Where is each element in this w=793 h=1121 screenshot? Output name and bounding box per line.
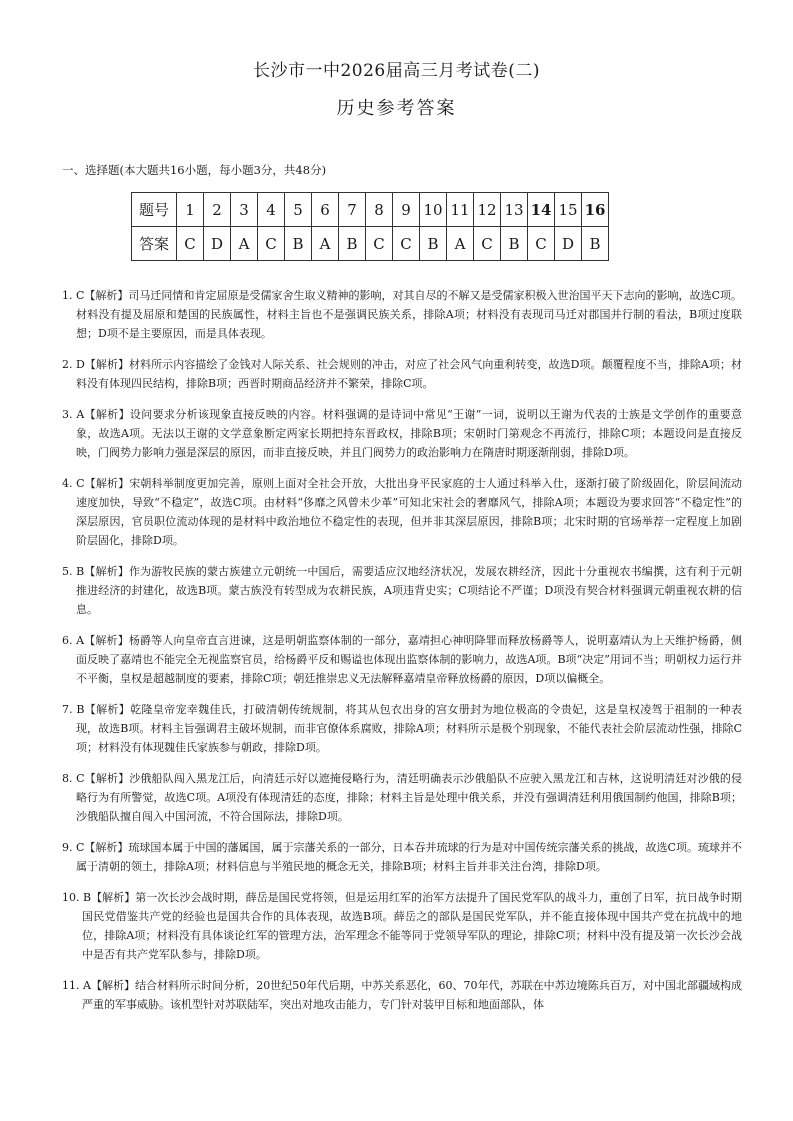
document-subtitle: 历史参考答案 [336, 98, 457, 119]
question-number: 15 [555, 193, 582, 227]
row-label-answers: 答案 [132, 227, 177, 261]
answer-cell: D [555, 227, 582, 261]
explanation-item: 6. A【解析】杨爵等人向皇帝直言进谏，这是明朝监察体制的一部分，嘉靖担心神明降罪而释放杨爵等人，说明嘉靖认为上天维护杨爵，侧面反映了嘉靖也不能完全无视监察官员，给杨爵平反和赐谥也体现出监察体制的影响力，故选A项。B项“决定”用词不当；明朝权力运行并不平衡，皇权是超越制度的要素，排除C项；朝廷推崇忠义无法解释嘉靖皇帝释放杨爵的原因，D项以偏概全。 [62, 634, 742, 685]
answer-table [131, 192, 609, 261]
answer-cell: C [528, 227, 555, 261]
question-number: 14 [528, 193, 555, 227]
explanation-item: 9. C【解析】琉球国本属于中国的藩属国，属于宗藩关系的一部分，日本吞并琉球的行为是对中国传统宗藩关系的挑战，故选C项。琉球并不属于清朝的领土，排除A项；材料信息与半殖民地的概念无关，排除B项；材料主旨并非关注台湾，排除D项。 [62, 841, 742, 873]
answer-cell: D [204, 227, 231, 261]
question-number: 5 [285, 193, 312, 227]
question-number: 1 [177, 193, 204, 227]
question-number: 10 [420, 193, 447, 227]
answer-cell: B [285, 227, 312, 261]
answer-cell: A [312, 227, 339, 261]
document-title: 长沙市一中2026届高三月考试卷(二) [252, 61, 541, 81]
explanation-item: 2. D【解析】材料所示内容描绘了金钱对人际关系、社会规则的冲击，对应了社会风气向重利转变，故选D项。颠覆程度不当，排除A项；材料没有体现四民结构，排除B项；西晋时期商品经济并不繁荣，排除C项。 [62, 358, 742, 390]
explanation-item: 7. B【解析】乾隆皇帝宠幸魏佳氏，打破清朝传统规制，将其从包衣出身的宫女册封为地位极高的令贵妃，这是皇权凌驾于祖制的一种表现，故选B项。材料主旨强调君主破坏规制，而非官僚体系腐败，排除A项；材料所示是极个别现象，不能代表社会阶层流动性强，排除C项；材料没有体现魏佳氏家族参与朝政，排除D项。 [62, 703, 742, 754]
question-number: 9 [393, 193, 420, 227]
answer-cell: B [501, 227, 528, 261]
question-number: 13 [501, 193, 528, 227]
answer-cell: C [366, 227, 393, 261]
question-number: 11 [447, 193, 474, 227]
section-heading: 一、选择题(本大题共16小题，每小题3分，共48分) [62, 163, 327, 177]
answer-cell: C [177, 227, 204, 261]
question-number: 7 [339, 193, 366, 227]
answer-cell: B [339, 227, 366, 261]
answer-cell: B [582, 227, 609, 261]
explanation-item: 10. B【解析】第一次长沙会战时期，薛岳是国民党将领，但是运用红军的治军方法提升了国民党军队的战斗力，重创了日军，抗日战争时期国民党借鉴共产党的经验也是国共合作的具体表现，故选B项。薛岳之的部队是国民党军队，并不能直接体现中国共产党在抗战中的地位，排除A项；材料没有具体谈论红军的管理方法，治军理念不能等同于党领导军队的理论，排除C项；材料中没有提及第一次长沙会战中是否有共产党军队参与，排除D项。 [62, 891, 742, 961]
answer-table-row-numbers [132, 193, 609, 227]
explanation-item: 1. C【解析】司马迁同情和肯定屈原是受儒家舍生取义精神的影响，对其自尽的不解又是受儒家积极入世治国平天下志向的影响，故选C项。材料没有提及屈原和楚国的民族属性，材料主旨也不是强调民族关系，排除A项；材料没有表现司马迁对郡国并行制的看法，B项过度联想；D项不是主要原因，而是具体表现。 [62, 289, 742, 340]
explanation-item: 5. B【解析】作为游牧民族的蒙古族建立元朝统一中国后，需要适应汉地经济状况，发展农耕经济，因此十分重视农书编撰，这有利于元朝推进经济的封建化，故选B项。蒙古族没有转型成为农耕民族，A项违背史实；C项结论不严谨；D项没有契合材料强调元朝重视农耕的信息。 [62, 565, 742, 616]
explanation-item: 4. C【解析】宋朝科举制度更加完善，原则上面对全社会开放，大批出身平民家庭的士人通过科举入仕，逐渐打破了阶级固化，阶层间流动速度加快，导致“不稳定”，故选C项。由材料“侈靡之风曾未少革”可知北宋社会的奢靡风气，排除A项；本题设为要求回答“不稳定性”的深层原因，官员职位流动体现的是材料中政治地位不稳定性的表现，但并非其深层原因，排除B项；北宋时期的官场举荐一定程度上加剧阶层固化，排除D项。 [62, 477, 742, 547]
answer-cell: C [258, 227, 285, 261]
explanation-list [62, 275, 742, 1026]
question-number: 8 [366, 193, 393, 227]
answer-table-row-answers [132, 227, 609, 261]
explanation-item: 11. A【解析】结合材料所示时间分析，20世纪50年代后期，中苏关系恶化，60、70年代，苏联在中苏边境陈兵百万，对中国北部疆域构成严重的军事威胁。该机型针对苏联陆军，突出对地攻击能力，专门针对装甲目标和地面部队，体 [62, 979, 742, 1011]
answer-cell: C [474, 227, 501, 261]
question-number: 2 [204, 193, 231, 227]
answer-cell: C [393, 227, 420, 261]
explanation-item: 3. A【解析】设问要求分析该现象直接反映的内容。材料强调的是诗词中常见“王谢”一词，说明以王谢为代表的士族是文学创作的重要意象，故选A项。无法以王谢的文学意象断定两家长期把持东晋政权，排除B项；宋朝时门第观念不再流行，排除C项；本题设问是直接反映，门阀势力影响力强是深层的原因，而非直接反映，并且门阀势力的政治影响力在隋唐时期逐渐削弱，排除D项。 [62, 408, 742, 459]
row-label-numbers: 题号 [132, 193, 177, 227]
answer-cell: A [447, 227, 474, 261]
question-number: 3 [231, 193, 258, 227]
question-number: 4 [258, 193, 285, 227]
question-number: 16 [582, 193, 609, 227]
question-number: 12 [474, 193, 501, 227]
answer-cell: B [420, 227, 447, 261]
answer-cell: A [231, 227, 258, 261]
question-number: 6 [312, 193, 339, 227]
explanation-item: 8. C【解析】沙俄船队闯入黑龙江后，向清廷示好以遮掩侵略行为，清廷明确表示沙俄船队不应驶入黑龙江和吉林，这说明清廷对沙俄的侵略行为有所警觉，故选C项。A项没有体现清廷的态度，排除；材料主旨是处理中俄关系，并没有强调清廷利用俄国制约他国，排除B项；沙俄船队擅自闯入中国河流，不符合国际法，排除D项。 [62, 772, 742, 823]
